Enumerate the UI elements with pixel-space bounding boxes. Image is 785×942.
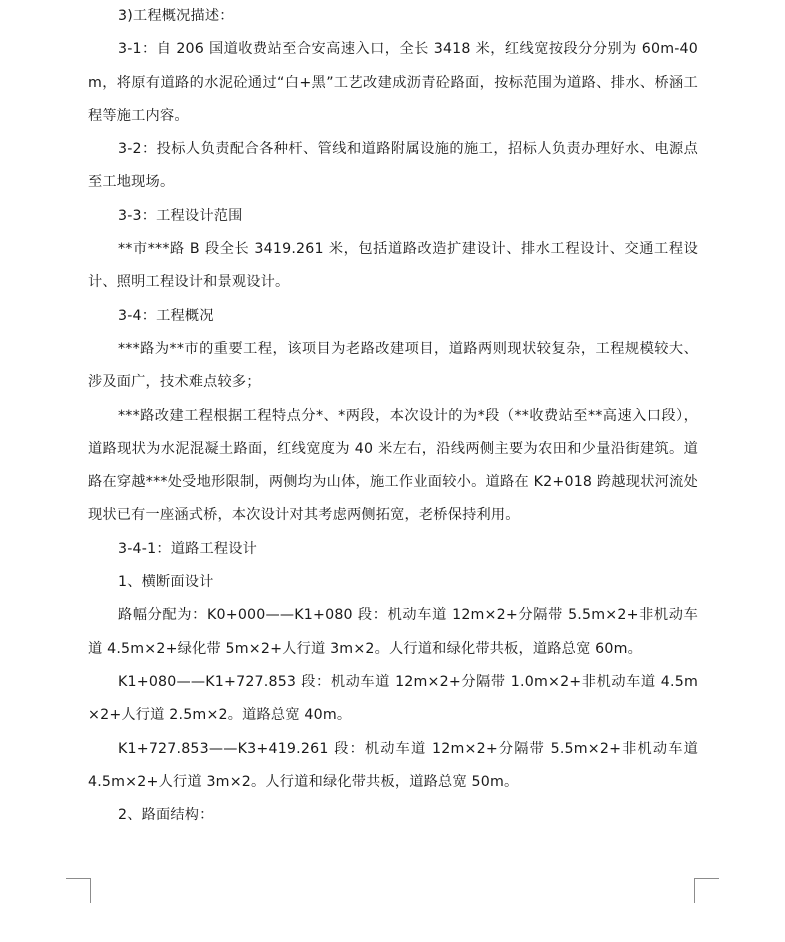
paragraph-project-importance: ***路为**市的重要工程，该项目为老路改建项目，道路两则现状较复杂，工程规模较大、涉及面广，技术难点较多； [88,340,698,391]
heading-3-4-1: 3-4-1：道路工程设计 [118,540,258,557]
paragraph-lane-allocation-2: K1+080——K1+727.853 段：机动车道 12m×2+分隔带 1.0m×2+非机动车道 4.5m×2+人行道 2.5m×2。道路总宽 40m。 [88,673,698,724]
paragraph-lane-allocation-1: 路幅分配为：K0+000——K1+080 段：机动车道 12m×2+分隔带 5.5m×2+非机动车道 4.5m×2+绿化带 5m×2+人行道 3m×2。人行道和绿化带共板，道路总宽 60m。 [88,607,698,657]
paragraph-road-segments: ***路改建工程根据工程特点分*、*两段，本次设计的为*段（**收费站至**高速入口段），道路现状为水泥混凝土路面，红线宽度为 40 米左右，沿线两侧主要为农田和少量沿街建筑。道路在穿越***处受地形限制，两侧均为山体，施工作业面较小。道路在 K2+018 跨越现状河流处现状已有一座涵式桥，本次设计对其考虑两侧拓宽，老桥保持利用。 [88,407,698,524]
paragraph-3-1: 3-1：自 206 国道收费站至合安高速入口，全长 3418 米，红线宽按段分分别为 60m-40m，将原有道路的水泥砼通过“白+黑”工艺改建成沥青砼路面，按标范围为道路、排水、桥涵工程等施工内容。 [88,41,698,124]
heading-pavement-structure: 2、路面结构： [118,807,214,824]
paragraph-lane-allocation-3: K1+727.853——K3+419.261 段：机动车道 12m×2+分隔带 5.5m×2+非机动车道 4.5m×2+人行道 3m×2。人行道和绿化带共板，道路总宽 50m。 [88,740,698,790]
margin-corner-mark-right [694,878,719,903]
margin-corner-mark-left [66,878,91,903]
heading-3-4: 3-4：工程概况 [118,307,214,324]
heading-cross-section: 1、横断面设计 [118,574,214,591]
paragraph-design-scope: **市***路 B 段全长 3419.261 米，包括道路改造扩建设计、排水工程设计、交通工程设计、照明工程设计和景观设计。 [88,241,698,291]
section-title-overview: 3)工程概况描述： [118,8,234,24]
document-body [88,0,698,832]
paragraph-3-2: 3-2：投标人负责配合各种杆、管线和道路附属设施的施工，招标人负责办理好水、电源点至工地现场。 [88,141,698,191]
heading-3-3: 3-3：工程设计范围 [118,207,243,224]
